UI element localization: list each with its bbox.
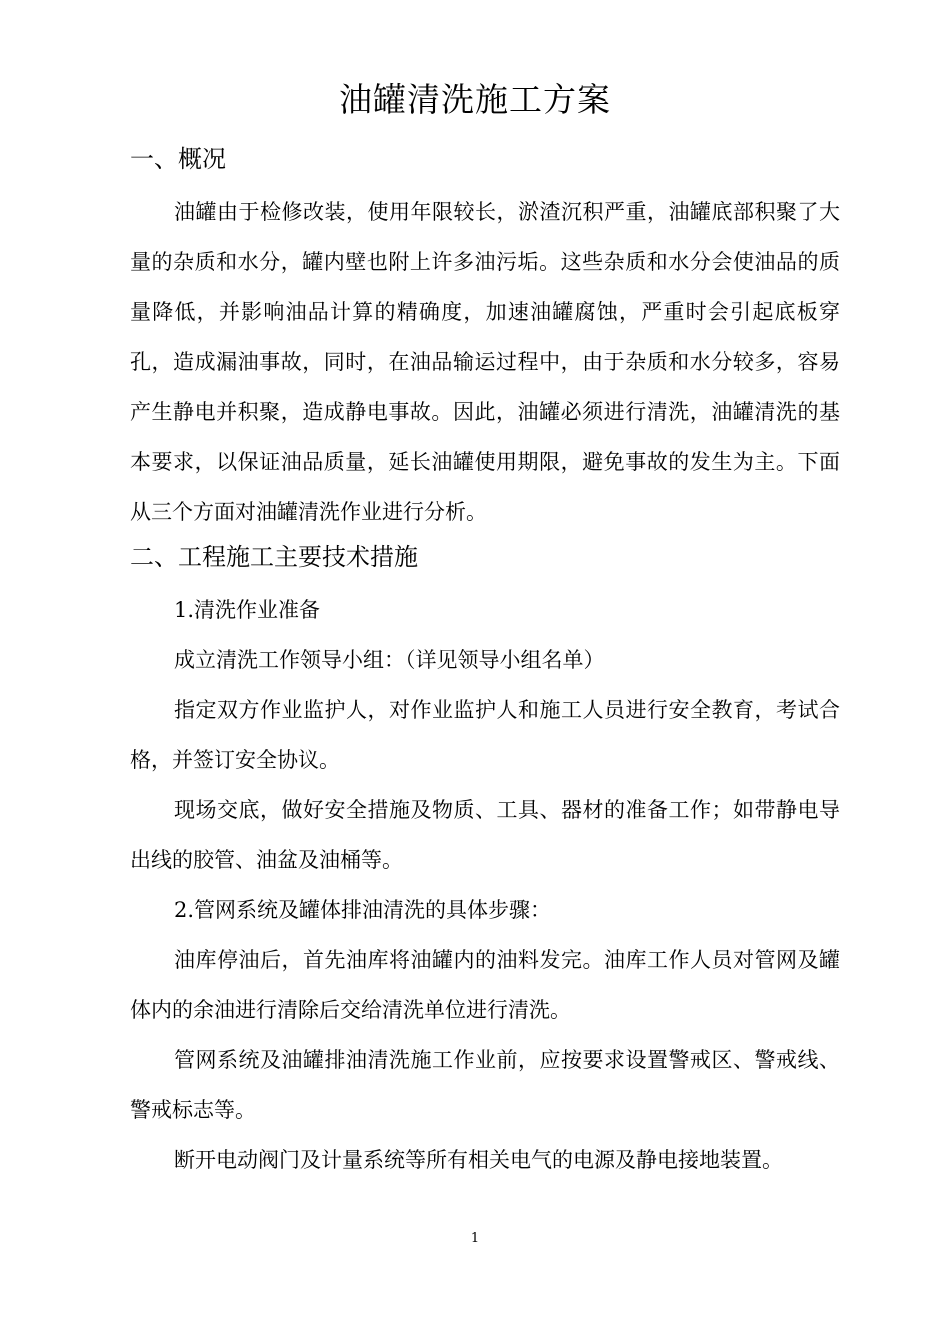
- section-heading-overview: 一、概况: [130, 145, 226, 173]
- paragraph-warning-zone: 管网系统及油罐排油清洗施工作业前，应按要求设置警戒区、警戒线、警戒标志等。: [130, 1048, 840, 1122]
- paragraph-stop-oil: 油库停油后，首先油库将油罐内的油料发完。油库工作人员对管网及罐体内的余油进行清除后交给清洗单位进行清洗。: [130, 948, 840, 1022]
- paragraph-leadership-group: 成立清洗工作领导小组：（详见领导小组名单）: [174, 648, 605, 672]
- subheading-cleaning-preparation: 1.清洗作业准备: [174, 598, 321, 622]
- document-title: 油罐清洗施工方案: [339, 80, 611, 119]
- subheading-drainage-steps: 2.管网系统及罐体排油清洗的具体步骤：: [174, 898, 552, 922]
- page-number: 1: [470, 1231, 480, 1246]
- paragraph-guardians: 指定双方作业监护人，对作业监护人和施工人员进行安全教育，考试合格，并签订安全协议。: [130, 698, 840, 772]
- paragraph-site-briefing: 现场交底，做好安全措施及物质、工具、器材的准备工作；如带静电导出线的胶管、油盆及油桶等。: [130, 798, 840, 872]
- section-heading-technical-measures: 二、工程施工主要技术措施: [130, 543, 418, 571]
- paragraph-overview: 油罐由于检修改装，使用年限较长，淤渣沉积严重，油罐底部积聚了大量的杂质和水分，罐内壁也附上许多油污垢。这些杂质和水分会使油品的质量降低，并影响油品计算的精确度，加速油罐腐蚀，严重时会引起底板穿孔，造成漏油事故，同时，在油品输运过程中，由于杂质和水分较多，容易产生静电并积聚，造成静电事故。因此，油罐必须进行清洗，油罐清洗的基本要求，以保证油品质量，延长油罐使用期限，避免事故的发生为主。下面从三个方面对油罐清洗作业进行分析。: [130, 200, 840, 524]
- paragraph-disconnect-power: 断开电动阀门及计量系统等所有相关电气的电源及静电接地装置。: [174, 1148, 783, 1172]
